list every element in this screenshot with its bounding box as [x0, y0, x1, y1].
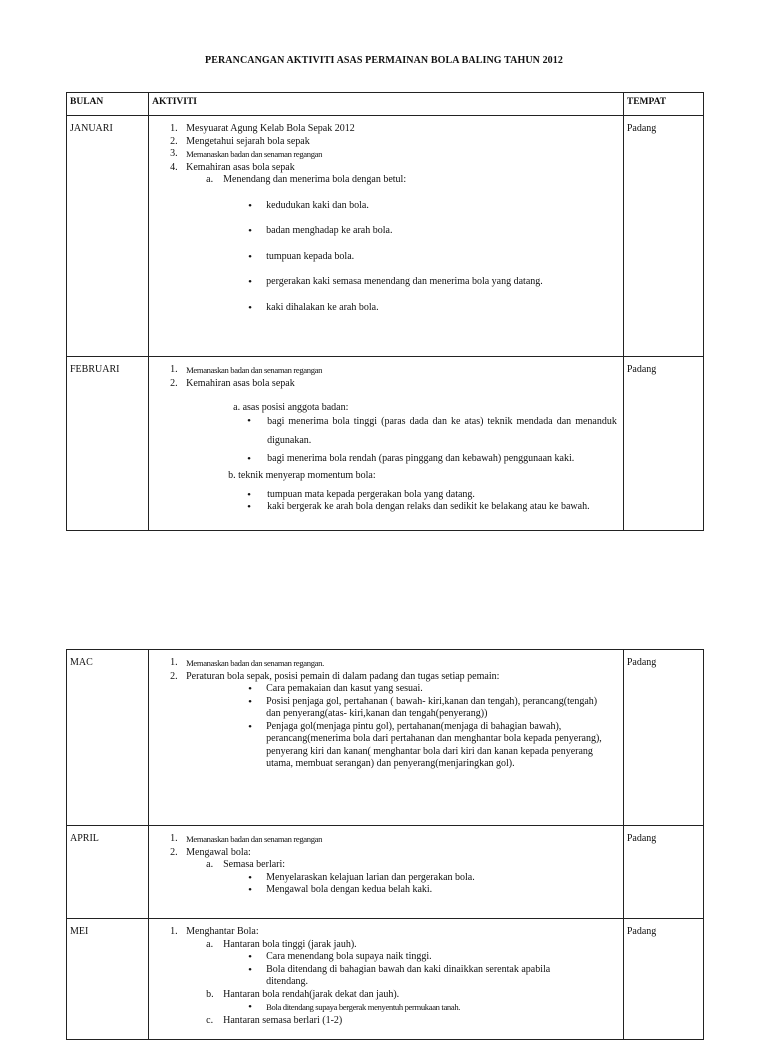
table-row-mei	[67, 919, 704, 1040]
bullet-item: • kedudukan kaki dan bola.	[149, 200, 623, 213]
month-cell: JANUARI	[70, 123, 113, 134]
sub-item: a. Menendang dan menerima bola dengan betul:	[206, 174, 407, 185]
month-cell: MAC	[70, 657, 93, 668]
sub-item: b. Hantaran bola rendah(jarak dekat dan jauh).	[206, 988, 400, 1000]
header-aktiviti: AKTIVITI	[149, 93, 624, 116]
header-bulan: BULAN	[67, 93, 149, 116]
list-item: 1. Mesyuarat Agung Kelab Bola Sepak 2012	[170, 123, 355, 134]
list-item: 2. Mengawal bola:	[170, 846, 251, 858]
activity-cell	[149, 357, 623, 514]
bullet-item: • badan menghadap ke arah bola.	[149, 225, 623, 238]
activity-cell	[149, 116, 623, 314]
sub-item: b. teknik menyerap momentum bola:	[228, 470, 376, 481]
activity-cell	[149, 826, 623, 897]
activity-table-page-1	[66, 92, 704, 531]
list-item: 1. Memanaskan badan dan senaman regangan.	[170, 657, 324, 668]
activity-cell	[149, 919, 623, 1027]
bullet-item: • kaki dihalakan ke arah bola.	[149, 302, 623, 315]
list-item: 4. Kemahiran asas bola sepak	[170, 161, 295, 173]
list-item: 1. Memanaskan badan dan senaman regangan	[170, 364, 323, 375]
place-cell: Padang	[626, 123, 657, 134]
bullet-item: • kaki bergerak ke arah bola dengan relaks dan sedikit ke belakang atau ke bawah.	[149, 501, 623, 514]
place-cell: Padang	[626, 364, 657, 375]
bullet-item: • Bola ditendang di bahagian bawah dan kaki dinaikkan serentak apabila ditendang.	[149, 964, 623, 989]
bullet-item: • Mengawal bola dengan kedua belah kaki.	[149, 884, 623, 897]
bullet-item: • Cara menendang bola supaya naik tinggi.	[149, 951, 623, 964]
bullet-item: • Posisi penjaga gol, pertahanan ( bawah- kiri,kanan dan tengah), perancang(tengah) dan penyerang(atas- kiri,kanan dan tengah(penyerang))	[149, 696, 623, 721]
bullet-item: • tumpuan kepada bola.	[149, 251, 623, 264]
document-title: PERANCANGAN AKTIVITI ASAS PERMAINAN BOLA BALING TAHUN 2012	[205, 55, 563, 66]
list-item: 1. Menghantar Bola:	[170, 926, 259, 937]
month-cell: APRIL	[70, 833, 99, 844]
bullet-item: • Menyelaraskan kelajuan larian dan pergerakan bola.	[149, 872, 623, 885]
header-tempat: TEMPAT	[623, 93, 703, 116]
bullet-item: • Cara pemakaian dan kasut yang sesuai.	[149, 683, 623, 696]
list-item: 2. Kemahiran asas bola sepak	[170, 377, 295, 389]
bullet-item: • bagi menerima bola tinggi (paras dada dan ke atas) teknik mendada dan menanduk digunakan.	[149, 412, 623, 450]
sub-item: a. Hantaran bola tinggi (jarak jauh).	[206, 938, 357, 950]
place-cell: Padang	[626, 833, 657, 844]
place-cell: Padang	[626, 926, 657, 937]
sub-item: a. asas posisi anggota badan:	[233, 402, 349, 413]
activity-cell	[149, 650, 623, 771]
sub-item: a. Semasa berlari:	[206, 859, 286, 870]
month-cell: MEI	[70, 926, 89, 937]
table-row-mac	[67, 650, 704, 826]
bullet-item: • Bola ditendang supaya bergerak menyentuh permukaan tanah.	[149, 1001, 623, 1015]
activity-table-page-2	[66, 649, 704, 1040]
list-item: 2. Mengetahui sejarah bola sepak	[170, 135, 310, 147]
sub-item: c. Hantaran semasa berlari (1-2)	[206, 1014, 343, 1026]
bullet-item: • Penjaga gol(menjaga pintu gol), pertahanan(menjaga di bahagian bawah), perancang(menerima bola dari pertahanan dan menghantar bola kepada penyerang), penyerang kiri dan kanan( menghantar bola dari kiri dan kanan kepada penyerang utama, membuat serangan) dan penyerang(menjaringkan gol).	[149, 721, 623, 771]
list-item: 2. Peraturan bola sepak, posisi pemain di dalam padang dan tugas setiap pemain:	[170, 670, 500, 682]
list-item: 3. Memanaskan badan dan senaman regangan	[170, 148, 323, 159]
table-row-januari	[67, 116, 704, 357]
place-cell: Padang	[626, 657, 657, 668]
list-item: 1. Memanaskan badan dan senaman regangan	[170, 833, 323, 844]
bullet-item: • tumpuan mata kepada pergerakan bola yang datang.	[149, 489, 623, 502]
bullet-item: • bagi menerima bola rendah (paras pinggang dan kebawah) penggunaan kaki.	[149, 453, 623, 466]
table-row-april	[67, 826, 704, 919]
bullet-item: • pergerakan kaki semasa menendang dan menerima bola yang datang.	[149, 276, 623, 289]
month-cell: FEBRUARI	[70, 364, 120, 375]
table-row-februari	[67, 357, 704, 531]
table-header-row	[67, 93, 704, 116]
